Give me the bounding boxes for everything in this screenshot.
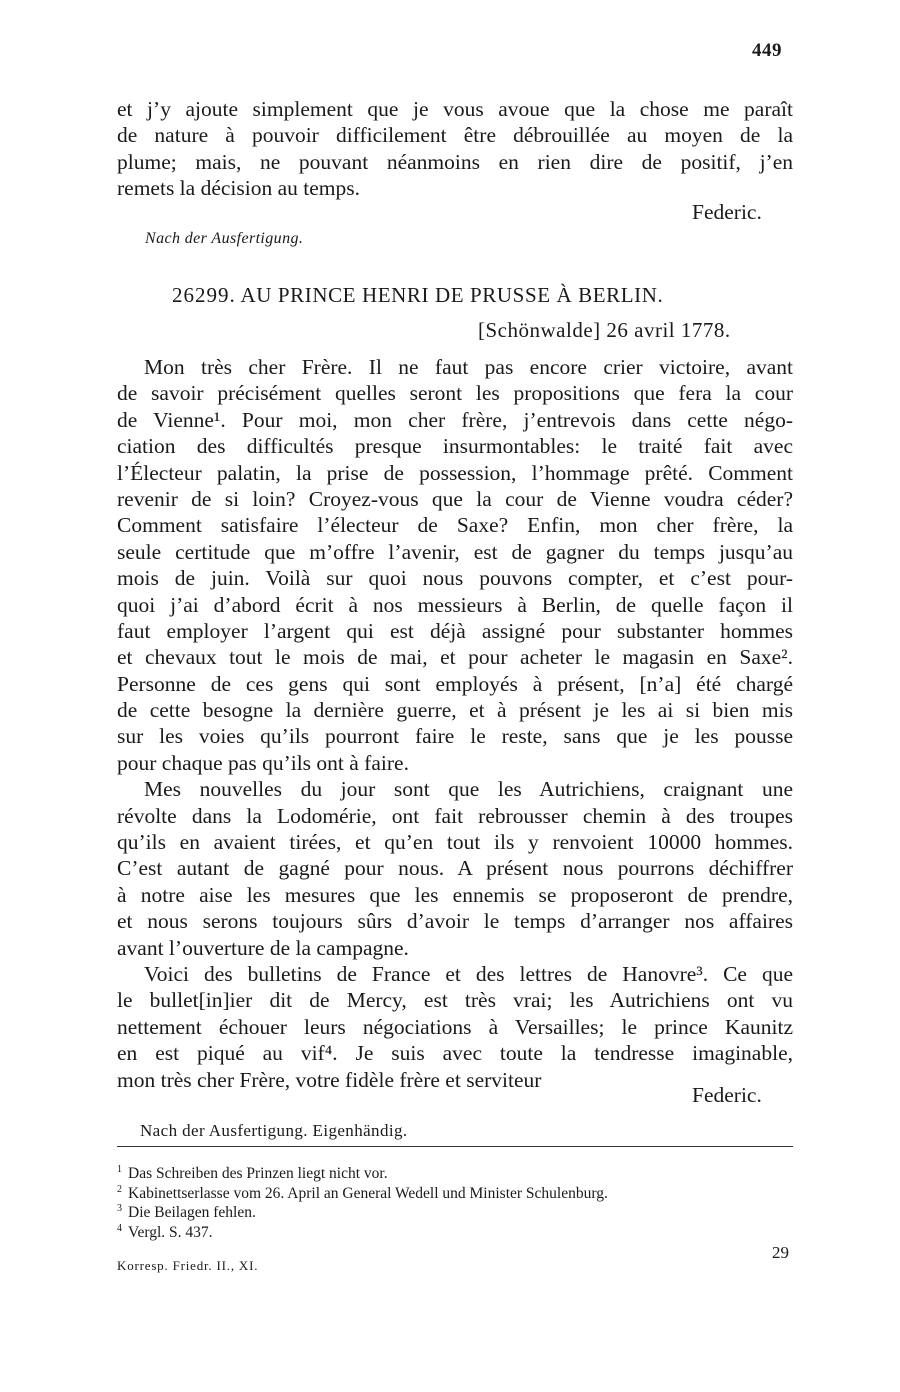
footnote-divider	[117, 1146, 793, 1147]
footnote-mark: 2	[117, 1183, 122, 1195]
letter-heading	[172, 283, 663, 308]
text-line: Personne de ces gens qui sont employés à présent, [n’a] été chargé	[117, 671, 793, 696]
footnote-text: Die Beilagen fehlen.	[128, 1204, 256, 1222]
text-line: l’Électeur palatin, la prise de possession, l’hommage prêté. Comment	[117, 460, 793, 485]
text-line: de savoir précisément quelles seront les propositions que fera la cour	[117, 381, 793, 406]
text-line: pour chaque pas qu’ils ont à faire.	[117, 750, 409, 775]
text-line: et nous serons toujours sûrs d’avoir le temps d’arranger nos affaires	[117, 909, 793, 934]
text-line: mois de juin. Voilà sur quoi nous pouvons compter, et c’est pour-	[117, 566, 793, 591]
text-line: nettement échouer leurs négociations à Versailles; le prince Kaunitz	[117, 1014, 793, 1039]
letter-body	[117, 354, 793, 1093]
text-line: ciation des difficultés presque insurmontables: le traité fait avec	[117, 434, 793, 459]
footnote-text: Das Schreiben des Prinzen liegt nicht vor.	[128, 1165, 388, 1183]
footnote	[117, 1180, 608, 1200]
letter-dateline: [Schönwalde] 26 avril 1778.	[478, 318, 731, 342]
text-line: de Vienne¹. Pour moi, mon cher frère, j’entrevois dans cette négo-	[117, 407, 793, 432]
footnote-mark: 3	[117, 1203, 122, 1215]
letter-signature: Federic.	[692, 1083, 762, 1107]
text-line: avant l’ouverture de la campagne.	[117, 935, 409, 960]
text-line: à notre aise les mesures que les ennemis se proposeront de prendre,	[117, 882, 793, 907]
text-line: plume; mais, ne pouvant néanmoins en rien dire de positif, j’en	[117, 149, 793, 174]
letter-source: Nach der Ausfertigung. Eigenhändig.	[140, 1121, 408, 1140]
page-number: 449	[752, 40, 782, 61]
text-line: seule certitude que m’offre l’avenir, est de gagner du temps jusqu’au	[117, 539, 793, 564]
text-line: et j’y ajoute simplement que je vous avoue que la chose me paraît	[117, 97, 793, 121]
text-line: en est piqué au vif⁴. Je suis avec toute la tendresse imaginable,	[117, 1041, 793, 1066]
footnote	[117, 1199, 608, 1222]
text-line: remets la décision au temps.	[117, 176, 360, 201]
text-line: quoi j’ai d’abord écrit à nos messieurs à Berlin, de quelle façon il	[117, 592, 793, 617]
footnote-text: Vergl. S. 437.	[128, 1223, 213, 1241]
previous-letter-signature: Federic.	[692, 200, 762, 224]
text-line: revenir de si loin? Croyez-vous que la cour de Vienne voudra céder?	[117, 486, 793, 511]
previous-letter-source: Nach der Ausfertigung.	[145, 230, 304, 247]
text-line: et chevaux tout le mois de mai, et pour acheter le magasin en Saxe².	[117, 645, 793, 670]
text-line: de nature à pouvoir difficilement être débrouillée au moyen de la	[117, 123, 793, 148]
footnote-mark: 4	[117, 1222, 122, 1234]
text-line: mon très cher Frère, votre fidèle frère et serviteur	[117, 1067, 542, 1092]
text-line: Mes nouvelles du jour sont que les Autrichiens, craignant une	[144, 777, 793, 802]
letter-number: 26299.	[172, 283, 236, 307]
previous-letter-text	[117, 96, 793, 202]
signature-line: Korresp. Friedr. II., XI.	[117, 1258, 259, 1273]
footnote	[117, 1219, 608, 1239]
text-line: sur les voies qu’ils pourront faire le reste, sans que je les pousse	[117, 724, 793, 749]
footnote-mark: 1	[117, 1164, 122, 1175]
sheet-number: 29	[772, 1243, 789, 1262]
text-line: le bullet[in]ier dit de Mercy, est très vrai; les Autrichiens ont vu	[117, 988, 793, 1013]
footnotes	[117, 1160, 608, 1241]
footnote-text: Kabinettserlasse vom 26. April an General Wedell und Minister Schulenburg.	[128, 1184, 608, 1202]
text-line: de cette besogne la dernière guerre, et à présent je les ai si bien mis	[117, 698, 793, 723]
text-line: qu’ils en avaient tirées, et qu’en tout ils y renvoient 10000 hommes.	[117, 830, 793, 855]
text-line: Voici des bulletins de France et des lettres de Hanovre³. Ce que	[144, 961, 793, 986]
text-line: révolte dans la Lodomérie, ont fait rebrousser chemin à des troupes	[117, 803, 793, 828]
text-line: faut employer l’argent qui est déjà assigné pour substanter hommes	[117, 618, 793, 643]
text-line: C’est autant de gagné pour nous. A présent nous pourrons déchiffrer	[117, 856, 793, 881]
text-line: Comment satisfaire l’électeur de Saxe? Enfin, mon cher frère, la	[117, 513, 793, 538]
text-line: Mon très cher Frère. Il ne faut pas encore crier victoire, avant	[144, 355, 793, 379]
letter-title: AU PRINCE HENRI DE PRUSSE À BERLIN.	[240, 283, 664, 307]
footnote	[117, 1160, 608, 1183]
